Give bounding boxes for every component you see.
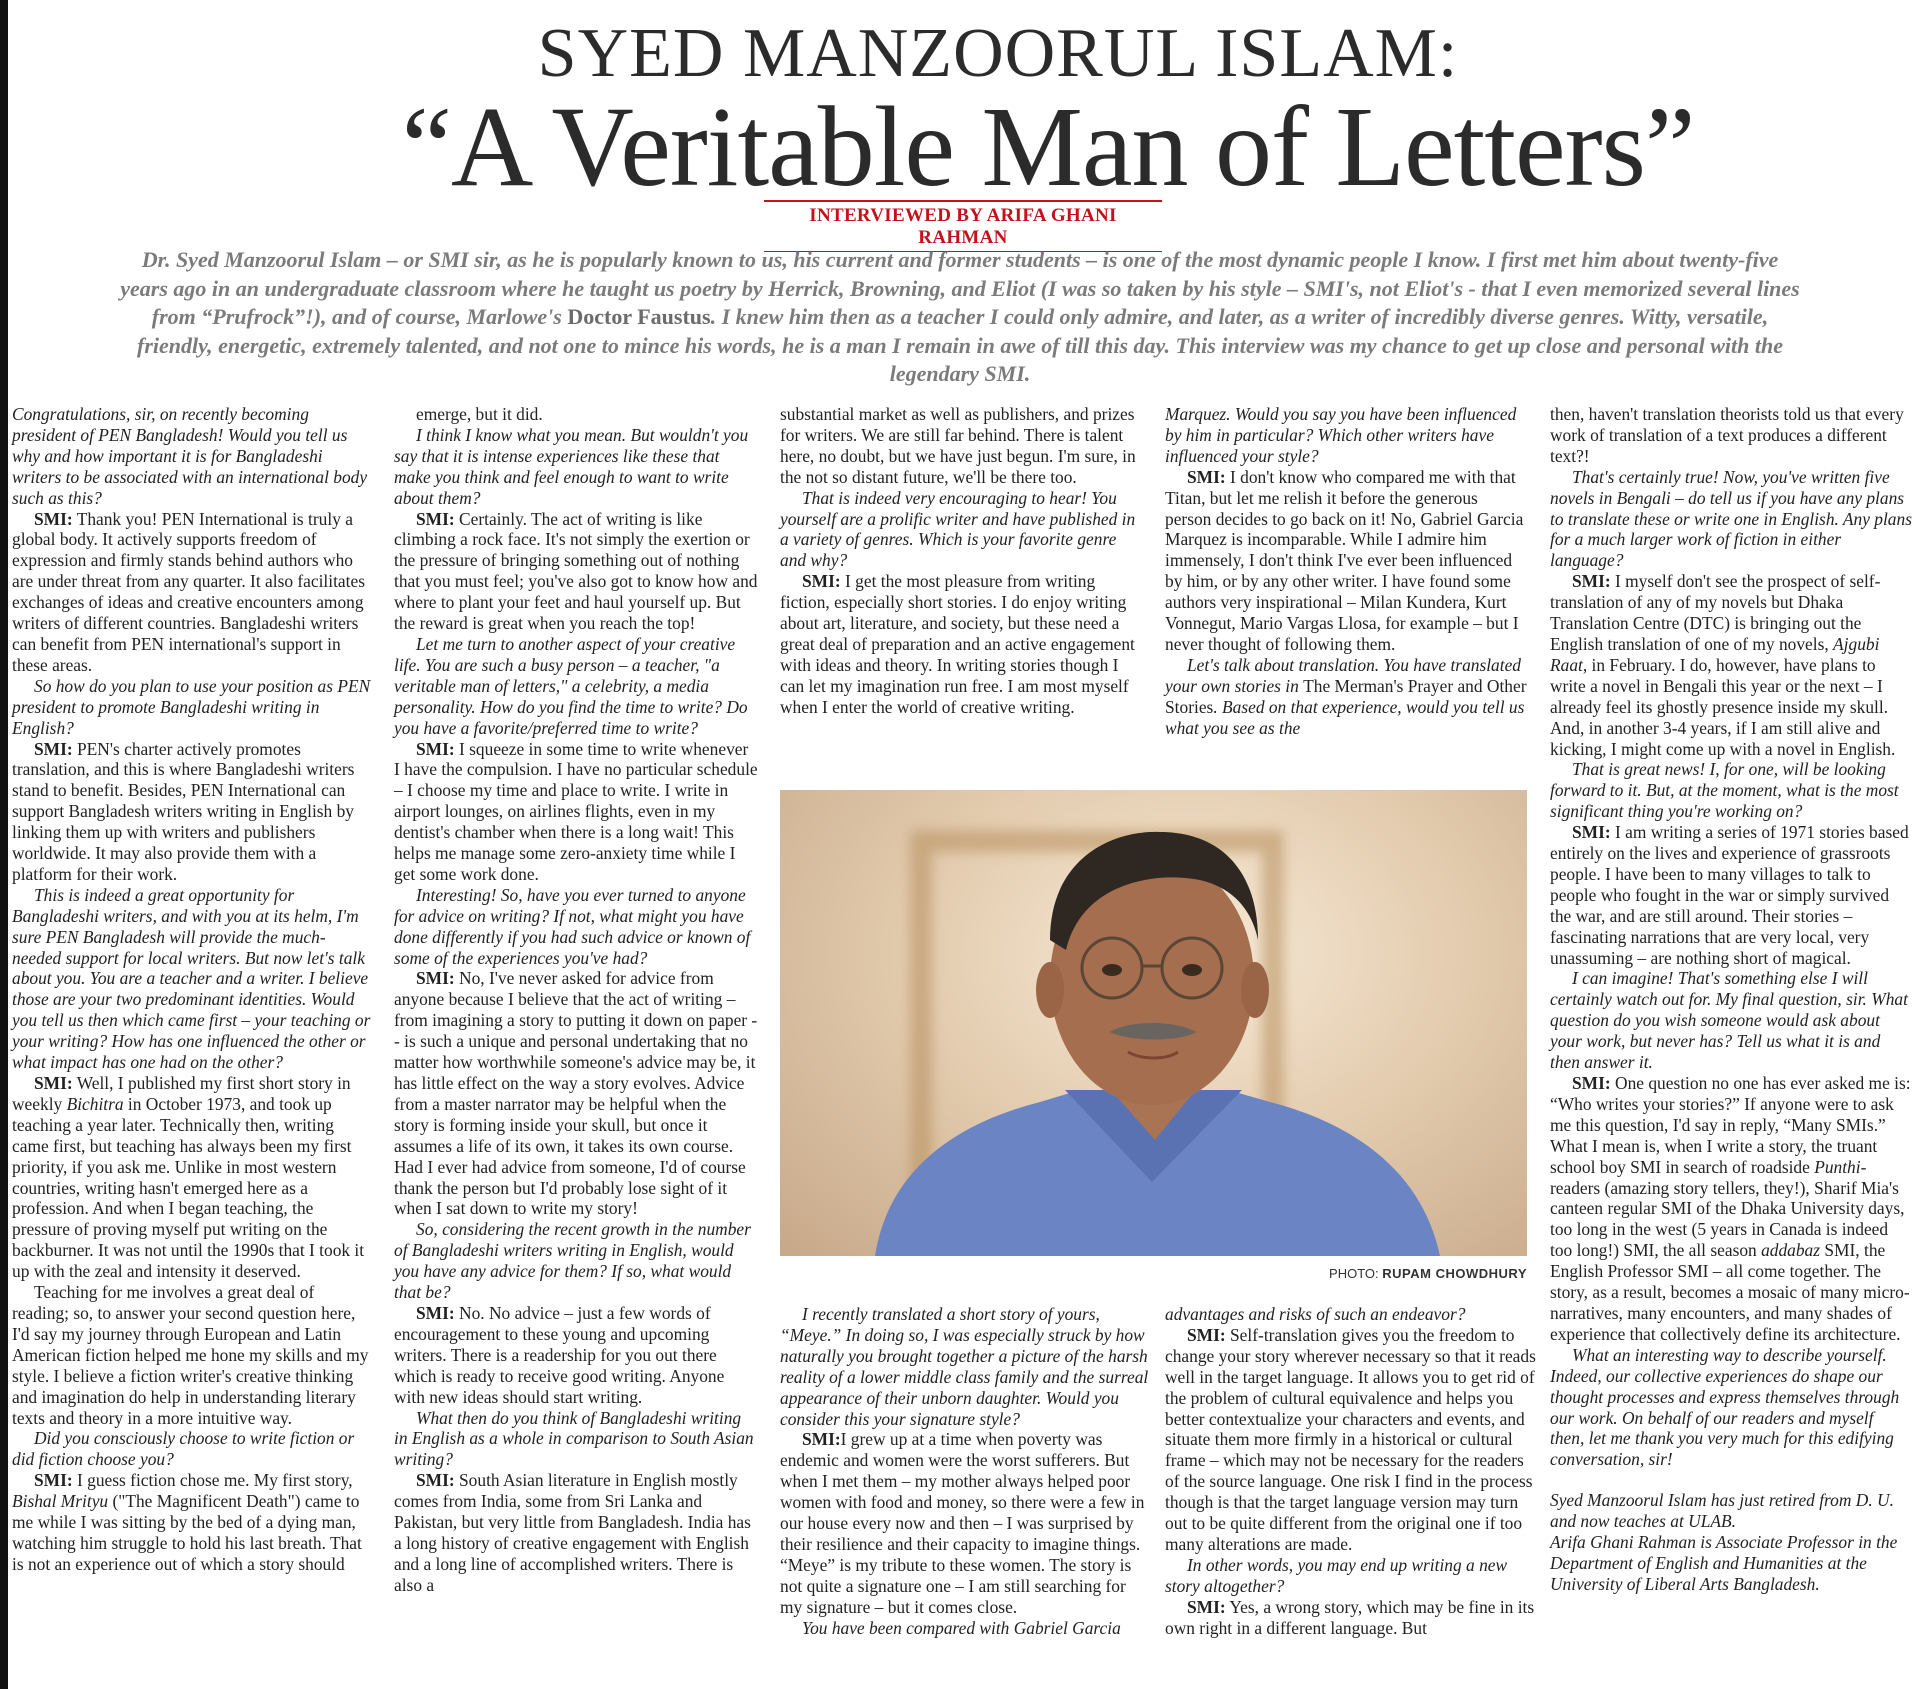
question-continued: advantages and risks of such an endeavor? <box>1165 1304 1466 1324</box>
answer <box>12 509 374 676</box>
column-4-bottom <box>1165 1304 1537 1639</box>
speaker-label: SMI: <box>416 1302 455 1323</box>
answer <box>394 739 758 885</box>
speaker-label: SMI: <box>34 738 73 759</box>
answer <box>12 1073 374 1282</box>
answer-continued: Teaching for me involves a great deal of reading; so, to answer your second question here, I'd say my journey through European and Latin American fiction helped me hone my skills and my style. I believe a fiction writer's creative thinking and imagination do help in understanding literary texts and theory in a more intuitive way. <box>12 1282 369 1428</box>
answer-text: I myself don't see the prospect of self-translation of any of my novels but Dhaka Translation Centre (DTC) is bringing out the English translation of one of my novels, <box>1550 571 1881 654</box>
answer-text: ("The Magnificent Death") came to me while I was sitting by the bed of a dying man, watching him struggle to hold his last breath. That is not an experience out of which a story should <box>12 1491 362 1574</box>
headline-name: SYED MANZOORUL ISLAM: <box>537 15 1459 92</box>
question: You have been compared with Gabriel Garcia <box>802 1617 1121 1638</box>
speaker-label: SMI: <box>1187 466 1226 487</box>
answer-text: Yes, a wrong story, which may be fine in its own right in a different language. But <box>1165 1596 1535 1638</box>
speaker-label: SMI: <box>802 1429 841 1450</box>
question-text: Let's talk about translation. You have translated your own stories in <box>1165 654 1521 696</box>
speaker-label: SMI: <box>34 1073 73 1093</box>
answer <box>394 968 758 1219</box>
speaker-label: SMI: <box>1187 1324 1226 1345</box>
interviewer-note: Arifa Ghani Rahman is Associate Professor in the Department of English and Humanities at the University of Liberal Arts Bangladesh. <box>1550 1532 1898 1594</box>
photo-credit <box>1130 1266 1527 1281</box>
speaker-label: SMI: <box>1572 1073 1611 1093</box>
intro-book-title: Doctor Faustus <box>567 304 711 329</box>
speaker-label: SMI: <box>34 1470 73 1491</box>
question: Did you consciously choose to write fiction or did fiction choose you? <box>12 1428 355 1470</box>
book-title: The Merman's Prayer and Other Stories <box>1165 675 1527 717</box>
portrait-figure <box>780 790 1527 1256</box>
answer-text: I am writing a series of 1971 stories based entirely on the lives and experience of grassroots people. I have been to many villages to talk to people who fought in the war or simply survived the war, and are still around. Their stories – fascinating narrations that are very local, very unassuming – are nothing short of magical. <box>1550 822 1909 968</box>
column-1 <box>12 404 374 1575</box>
answer <box>1165 467 1527 655</box>
credit-label: PHOTO: <box>1329 1266 1379 1281</box>
answer <box>12 1470 374 1575</box>
portrait-photo <box>780 790 1527 1256</box>
question: What an interesting way to describe yourself. Indeed, our collective experiences do shape our thought processes and express themselves through our work. On behalf of our readers and myself then, let me thank you very much for this edifying conversation, sir! <box>1550 1344 1900 1470</box>
speaker-label: SMI: <box>1572 571 1611 592</box>
question: Congratulations, sir, on recently becoming president of PEN Bangladesh! Would you tell us why and how important it is for Bangladeshi writers to be associated with an international body such as this? <box>12 404 368 508</box>
answer <box>1165 1597 1537 1639</box>
column-5 <box>1550 404 1912 1595</box>
answer-text: -readers (amazing story tellers, they!), Sharif Mia's canteen regular SMI of the Dhaka University days, too long in the west (5 years in Canada is indeed too long!) SMI, the all season <box>1550 1156 1905 1261</box>
answer-text: South Asian literature in English mostly comes from India, some from Sri Lanka and Pakistan, but very little from Bangladesh. India has a long history of creative engagement with English and a long line of accomplished writers. There is also a <box>394 1470 751 1595</box>
question-text: . Based on that experience, would you tell us what you see as the <box>1165 696 1525 738</box>
answer-text: One question no one has ever asked me is: “Who writes your stories?” If anyone were to ask me this question, I'd say in reply, “Many SMIs.” What I mean is, when I write a story, the truant school boy SMI in search of roadside <box>1550 1073 1911 1177</box>
question: What then do you think of Bangladeshi writing in English as a whole in comparison to South Asian writing? <box>394 1407 754 1470</box>
speaker-label: SMI: <box>416 1470 455 1491</box>
answer <box>1550 571 1912 759</box>
credit-name: RUPAM CHOWDHURY <box>1382 1266 1527 1281</box>
answer-text: SMI, the English Professor SMI – all come together. The story, as a result, becomes a mosaic of many micro-narratives, many encounters, and many shades of experience that collectively define its architecture. <box>1550 1240 1910 1344</box>
question: Let me turn to another aspect of your creative life. You are such a busy person – a teacher, "a veritable man of letters," a celebrity, a media personality. How do you find the time to write? Do you have a favorite/preferred time to write? <box>394 633 748 738</box>
answer-continued: substantial market as well as publishers, and prizes for writers. We are still far behind. There is talent here, no doubt, but we have just begun. I'm sure, in the not so distant future, we'll be there too. <box>780 404 1136 487</box>
novel-title: Ajgubi Raat <box>1550 633 1880 675</box>
question: This is indeed a great opportunity for Bangladeshi writers, and with you at its helm, I'm sure PEN Bangladesh will provide the much-needed support for local writers. But now let's talk about you. You are a teacher and a writer. I believe those are your two predominant identities. Would you tell us then which came first – your teaching or your writing? How has one influenced the other or what impact has one had on the other? <box>12 884 371 1073</box>
speaker-label: SMI: <box>416 968 455 989</box>
question: So, considering the recent growth in the number of Bangladeshi writers writing in English, would you have any advice for them? If so, what would that be? <box>394 1219 751 1303</box>
question: Marquez. Would you say you have been influenced by him in particular? Which other writers have influenced your style? <box>1165 404 1517 466</box>
column-3-bottom <box>780 1304 1150 1639</box>
question: Interesting! So, have you ever turned to anyone for advice on writing? If not, what might you have done differently if you had such advice or known of some of the experiences you've had? <box>394 884 751 968</box>
question: In other words, you may end up writing a new story altogether? <box>1165 1554 1508 1596</box>
answer <box>1165 1325 1537 1555</box>
magazine-title: Bichitra <box>66 1093 124 1114</box>
question: I can imagine! That's something else I will certainly watch out for. My final question, sir. What question do you wish someone would ask about your work, but never has? Tell us what it is and then answer it. <box>1550 968 1908 1073</box>
answer-text: Thank you! PEN International is truly a global body. It actively supports freedom of expression and firmly stands behind authors who are under threat from any quarter. It also facilitates exchanges of ideas and creative encounters among writers of different countries. Bangladeshi writers can benefit from PEN international's support in these areas. <box>12 508 365 675</box>
speaker-label: SMI: <box>34 508 73 529</box>
answer-text: No. No advice – just a few words of encouragement to these young and upcoming writers. There is a readership for you out there which is ready to receive good writing. Anyone with new ideas should start writing. <box>394 1302 725 1407</box>
speaker-label: SMI: <box>802 571 841 592</box>
answer-continued: emerge, but it did. <box>416 404 543 424</box>
answer-text: I get the most pleasure from writing fiction, especially short stories. I do enjoy writing about art, literature, and society, but these need a great deal of preparation and an active engagement with ideas and theory. In writing stories though I can let my imagination run free. I am most myself when I enter the world of creative writing. <box>780 571 1135 717</box>
intro-paragraph <box>120 246 1800 389</box>
question: I think I know what you mean. But wouldn't you say that it is intense experiences like these that make you think and feel enough to want to write about them? <box>394 424 749 508</box>
question: I recently translated a short story of yours, “Meye.” In doing so, I was especially struck by how naturally you brought together a picture of the harsh reality of a lower middle class family and the surreal appearance of their unborn daughter. Would you consider this your signature style? <box>780 1304 1149 1429</box>
answer <box>394 509 758 634</box>
question: So how do you plan to use your position as PEN president to promote Bangladeshi writing in English? <box>12 675 371 738</box>
story-title: Bishal Mrityu <box>12 1491 109 1512</box>
answer-text: No, I've never asked for advice from anyone because I believe that the act of writing – from imagining a story to putting it down on paper -- is such a unique and personal undertaking that no matter how worthwhile someone's advice may be, it has little effect on the way a story evolves. Advice from a master narrator may be helpful when the story is forming inside your skull, but once it assumes a life of its own, it takes its own course. Had I ever had advice from someone, I'd of course thank the person but I'd probably lose sight of it when I sat down to write my story! <box>394 968 758 1219</box>
italic-term: addabaz <box>1761 1240 1821 1261</box>
intro-text-1: Dr. Syed Manzoorul Islam – or SMI sir, as he is popularly known to us, his current and former students – is one of the most dynamic people I know. I first met him about twenty-five years ago in an undergraduate classroom where he taught us poetry by Herrick, Browning, and Eliot (I was so taken by his style – SMI's, not Eliot's - that I even memorized several lines from “Prufrock”!), and of course, Marlowe's <box>120 247 1800 329</box>
question <box>1165 655 1527 739</box>
answer <box>780 571 1140 717</box>
answer-text: I don't know who compared me with that Titan, but let me relish it before the generous person decides to go back on it! No, Gabriel Garcia Marquez is incomparable. While I admire him immensely, I don't think I've ever been influenced by him, or by any other writer. I have found some authors very inspirational – Milan Kundera, Kurt Vonnegut, Mario Vargas Llosa, for example – but I never thought of following them. <box>1165 466 1524 654</box>
answer-continued: then, haven't translation theorists told us that every work of translation of a text produces a different text?! <box>1550 404 1904 466</box>
answer-text: I squeeze in some time to write whenever I have the compulsion. I have no particular schedule – I choose my time and place to write. I write in airport lounges, on airlines flights, even in my dentist's chamber when there is a long wait! This helps me manage some zero-anxiety time while I get some work done. <box>394 738 758 884</box>
answer-text: Well, I published my first short story in weekly <box>12 1073 351 1114</box>
column-4-top <box>1165 404 1527 739</box>
answer <box>780 1429 1150 1617</box>
answer <box>12 739 374 885</box>
question: That's certainly true! Now, you've written five novels in Bengali – do tell us if you have any plans to translate these or write one in English. Any plans for a much larger work of fiction in either language? <box>1550 466 1912 571</box>
answer-text: in October 1973, and took up teaching a year later. Technically then, writing came first, but teaching has always been my first priority, if you ask me. Unlike in most western countries, writing hasn't emerged here as a profession. And when I began teaching, the pressure of proving myself put writing on the backburner. It was not until the 1990s that I took it up with the zeal and intensity it deserved. <box>12 1093 365 1282</box>
answer <box>1550 1073 1912 1345</box>
speaker-label: SMI: <box>416 508 455 529</box>
answer-text: Certainly. The act of writing is like climbing a rock face. It's not simply the exertion or the pressure of bringing something out of nothing that you must feel; you've also got to know how and where to plant your feet and haul yourself up. But the reward is great when you reach the top! <box>394 508 758 634</box>
answer <box>394 1303 758 1408</box>
byline: INTERVIEWED BY ARIFA GHANI RAHMAN <box>764 200 1162 252</box>
speaker-label: SMI: <box>1572 822 1611 843</box>
left-edge-bar <box>0 0 8 1689</box>
answer-text: PEN's charter actively promotes translation, and this is where Bangladeshi writers stand to benefit. Besides, PEN International can support Bangladesh writers writing in English by linking them up with writers and publishers worldwide. It may also provide them with a platform for their work. <box>12 738 355 884</box>
answer <box>1550 822 1912 968</box>
answer-text: , in February. I do, however, have plans to write a novel in Bengali this year or the next – I already feel its ghostly presence inside my skull. And, in another 3-4 years, if I am still alive and kicking, I might come up with a novel in English. <box>1550 654 1896 759</box>
intro-text-2: . I knew him then as a teacher I could only admire, and later, as a writer of incredibly diverse genres. Witty, versatile, friendly, energetic, extremely talented, and not one to mince his words, he is a man I remain in awe of till this day. This interview was my chance to get up close and personal with the legendary SMI. <box>137 304 1783 386</box>
question: That is great news! I, for one, will be looking forward to it. But, at the moment, what is the most significant thing you're working on? <box>1550 759 1899 822</box>
author-note: Syed Manzoorul Islam has just retired from D. U. and now teaches at ULAB. <box>1550 1490 1894 1532</box>
speaker-label: SMI: <box>416 738 455 759</box>
answer-text: I grew up at a time when poverty was endemic and women were the worst sufferers. But when I met them – my mother always helped poor women with food and money, so there were a few in our house every now and then – I was surprised by their resilience and their capacity to imagine things. “Meye” is my tribute to these women. The story is not quite a signature one – I am still searching for my signature – but it comes close. <box>780 1429 1145 1617</box>
answer <box>394 1470 758 1595</box>
italic-term: Punthi <box>1814 1156 1861 1177</box>
question: That is indeed very encouraging to hear! You yourself are a prolific writer and have published in a variety of genres. Which is your favorite genre and why? <box>780 487 1136 571</box>
column-2 <box>394 404 758 1596</box>
speaker-label: SMI: <box>1187 1596 1226 1617</box>
answer-text: Self-translation gives you the freedom to change your story wherever necessary so that it reads well in the target language. It allows you to get rid of the problem of cultural equivalence and helps you better contextualize your characters and events, and situate them more firmly in a historical or cultural frame – which may not be necessary for the readers of the source language. One risk I find in the process though is that the target language version may turn out to be quite different from the original one if too many alterations are made. <box>1165 1324 1536 1554</box>
column-3-top <box>780 404 1140 718</box>
answer-text: I guess fiction chose me. My first story, <box>77 1470 353 1491</box>
headline-quote: “A Veritable Man of Letters” <box>401 83 1695 210</box>
